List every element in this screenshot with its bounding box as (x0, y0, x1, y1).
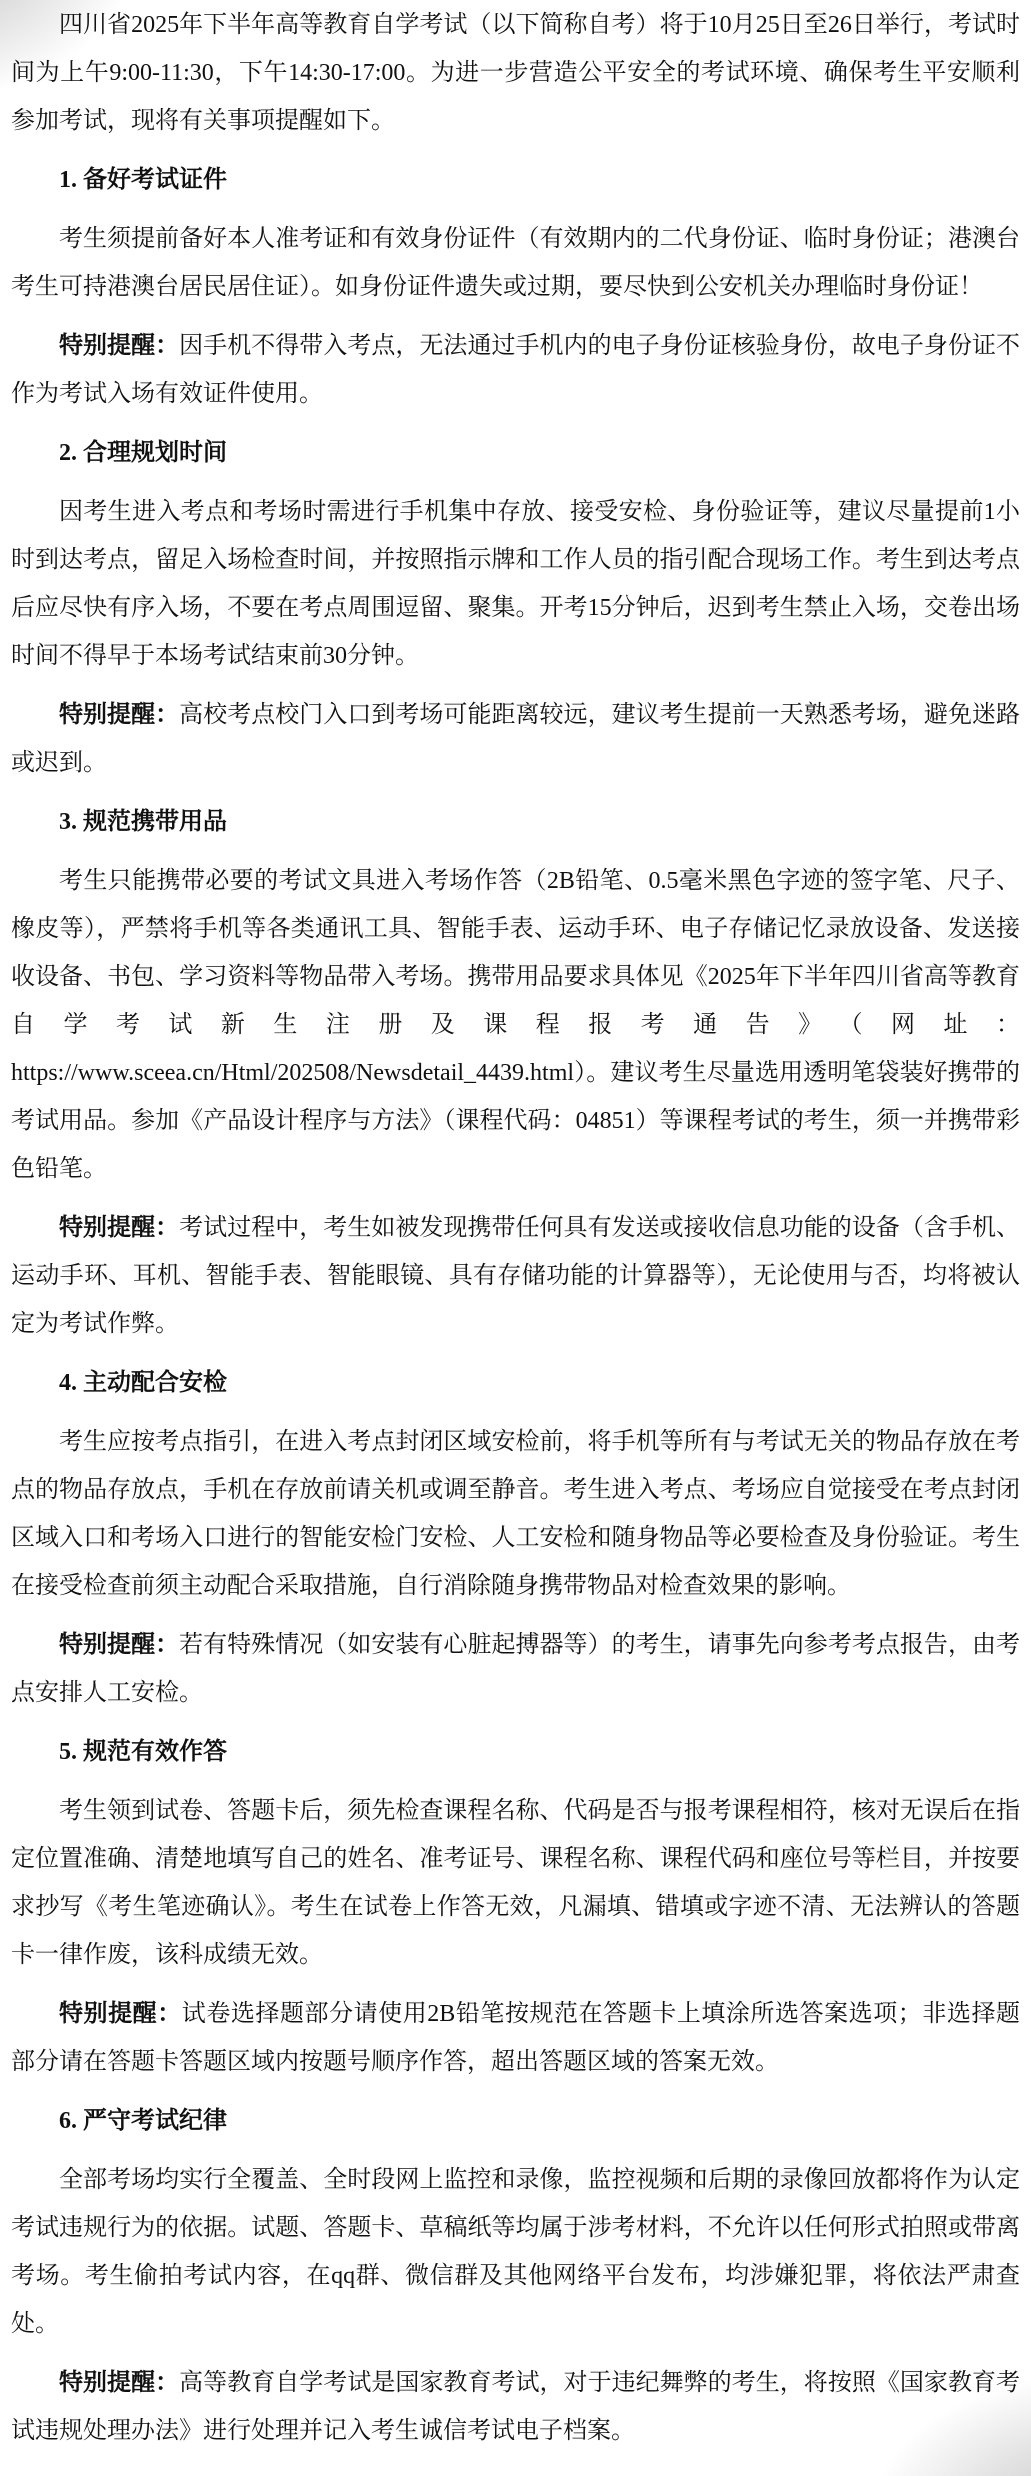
section-6-heading: 6. 严守考试纪律 (59, 2108, 227, 2134)
section-6-paragraph: 全部考场均实行全覆盖、全时段网上监控和录像，监控视频和后期的录像回放都将作为认定考试违规行为的依据。试题、答题卡、草稿纸等均属于涉考材料，不允许以任何形式拍照或带离考场。考生偷拍考试内容，在qq群、微信群及其他网络平台发布，均涉嫌犯罪，将依法严肃查处。 (11, 2167, 1020, 2337)
reminder-label: 特别提醒： (59, 1632, 180, 1658)
section-1-reminder (11, 322, 1020, 418)
section-2-reminder (11, 691, 1020, 787)
reminder-text: 高校考点校门入口到考场可能距离较远，建议考生提前一天熟悉考场，避免迷路或迟到。 (11, 702, 1021, 776)
section-3-reminder (11, 1204, 1020, 1348)
section-2-paragraph: 因考生进入考点和考场时需进行手机集中存放、接受安检、身份验证等，建议尽量提前1小时到达考点，留足入场检查时间，并按照指示牌和工作人员的指引配合现场工作。考生到达考点后应尽快有序入场，不要在考点周围逗留、聚集。开考15分钟后，迟到考生禁止入场，交卷出场时间不得早于本场考试结束前30分钟。 (11, 499, 1020, 669)
reminder-text: 试卷选择题部分请使用2B铅笔按规范在答题卡上填涂所选答案选项；非选择题部分请在答题卡答题区域内按题号顺序作答，超出答题区域的答案无效。 (11, 2001, 1020, 2075)
section-5-reminder (11, 1990, 1020, 2086)
section-5-heading: 5. 规范有效作答 (59, 1739, 227, 1765)
section-1-paragraph: 考生须提前备好本人准考证和有效身份证件（有效期内的二代身份证、临时身份证；港澳台考生可持港澳台居民居住证）。如身份证件遗失或过期，要尽快到公安机关办理临时身份证！ (11, 226, 1020, 300)
section-3-heading: 3. 规范携带用品 (59, 809, 227, 835)
section-4-reminder (11, 1621, 1020, 1717)
reminder-label: 特别提醒： (59, 2001, 182, 2027)
section-6-reminder (11, 2359, 1020, 2455)
section-1-heading: 1. 备好考试证件 (59, 167, 227, 193)
reminder-text: 高等教育自学考试是国家教育考试，对于违纪舞弊的考生，将按照《国家教育考试违规处理办法》进行处理并记入考生诚信考试电子档案。 (11, 2370, 1021, 2444)
section-4-paragraph: 考生应按考点指引，在进入考点封闭区域安检前，将手机等所有与考试无关的物品存放在考点的物品存放点，手机在存放前请关机或调至静音。考生进入考点、考场应自觉接受在考点封闭区域入口和考场入口进行的智能安检门安检、人工安检和随身物品等必要检查及身份验证。考生在接受检查前须主动配合采取措施，自行消除随身携带物品对检查效果的影响。 (11, 1429, 1020, 1599)
reminder-text: 因手机不得带入考点，无法通过手机内的电子身份证核验身份，故电子身份证不作为考试入场有效证件使用。 (11, 333, 1021, 407)
section-2-heading: 2. 合理规划时间 (59, 440, 227, 466)
reminder-label: 特别提醒： (59, 2370, 180, 2396)
reminder-label: 特别提醒： (59, 702, 180, 728)
reminder-label: 特别提醒： (59, 333, 180, 359)
section-5-paragraph: 考生领到试卷、答题卡后，须先检查课程名称、代码是否与报考课程相符，核对无误后在指定位置准确、清楚地填写自己的姓名、准考证号、课程名称、课程代码和座位号等栏目，并按要求抄写《考生笔迹确认》。考生在试卷上作答无效，凡漏填、错填或字迹不清、无法辨认的答题卡一律作废，该科成绩无效。 (11, 1798, 1020, 1968)
section-4-heading: 4. 主动配合安检 (59, 1370, 227, 1396)
section-3-paragraph: 考生只能携带必要的考试文具进入考场作答（2B铅笔、0.5毫米黑色字迹的签字笔、尺子、橡皮等），严禁将手机等各类通讯工具、智能手表、运动手环、电子存储记忆录放设备、发送接收设备、书包、学习资料等物品带入考场。携带用品要求具体见《2025年下半年四川省高等教育自学考试新生注册及课程报考通告》（网址：https://www.sceea.cn/Html/202508/Newsdetail_4439.html）。建议考生尽量选用透明笔袋装好携带的考试用品。参加《产品设计程序与方法》（课程代码：04851）等课程考试的考生，须一并携带彩色铅笔。 (11, 868, 1020, 1182)
exam-notice-document (11, 1, 1020, 2455)
reminder-text: 考试过程中，考生如被发现携带任何具有发送或接收信息功能的设备（含手机、运动手环、耳机、智能手表、智能眼镜、具有存储功能的计算器等），无论使用与否，均将被认定为考试作弊。 (11, 1215, 1021, 1337)
intro-paragraph: 四川省2025年下半年高等教育自学考试（以下简称自考）将于10月25日至26日举行，考试时间为上午9:00-11:30，下午14:30-17:00。为进一步营造公平安全的考试环境、确保考生平安顺利参加考试，现将有关事项提醒如下。 (11, 12, 1020, 134)
reminder-label: 特别提醒： (59, 1215, 180, 1241)
reminder-text: 若有特殊情况（如安装有心脏起搏器等）的考生，请事先向参考考点报告，由考点安排人工安检。 (11, 1632, 1021, 1706)
